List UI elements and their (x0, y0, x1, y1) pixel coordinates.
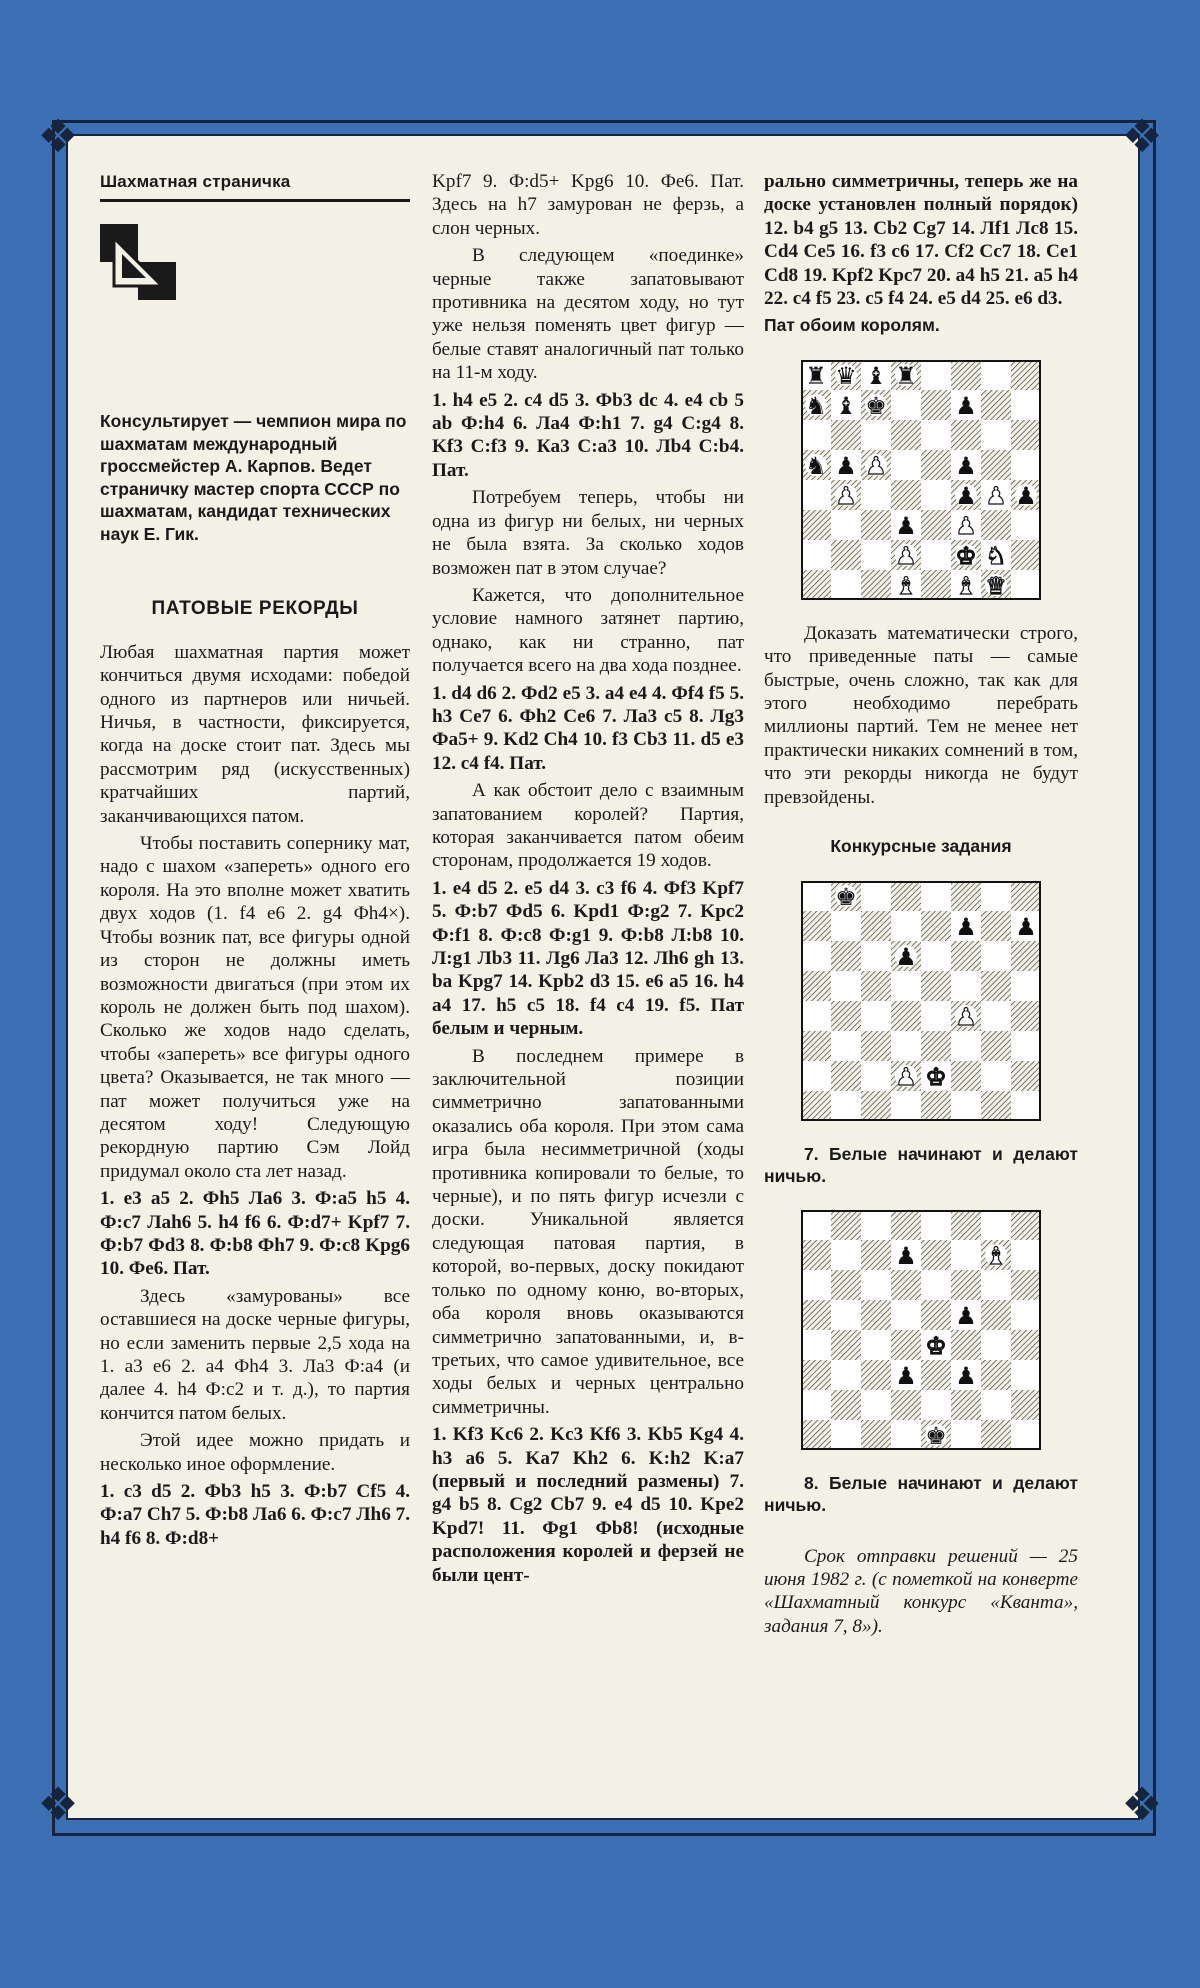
board-square-light (861, 1270, 891, 1300)
board-square-light (831, 911, 861, 941)
board-square-dark (1011, 941, 1041, 971)
column-1 (100, 170, 410, 1554)
corner-ornament-icon: ❖ (37, 1777, 79, 1831)
white-pawn-icon: ♟ (895, 1062, 917, 1091)
consultant-note: Консультирует — чемпион мира по шахматам международный гроссмейстер А. Карпов. Ведет страничку мастер спорта СССР по шахматам, кандидат технических наук Е. Гик. (100, 411, 407, 544)
stalemate-caption: Пат обоим королям. (764, 315, 940, 336)
paragraph-moves: 1. e4 d5 2. e5 d4 3. c3 f6 4. Фf3 Kpf7 5. Ф:b7 Фd5 6. Kpd1 Ф:g2 7. Kpc2 Ф:f1 8. Ф:c8 Ф:g1 9. Ф:b8 Л:b8 10. Л:g1 Лb3 11. Лg6 Ла3 12. Лh6 gh 13. ba Kpg7 14. Kpb2 d3 15. e6 a5 16. h4 a4 17. h5 c5 18. f4 c4 19. f5. Пат белым и черным. (432, 877, 744, 1040)
board-square-light (921, 480, 951, 510)
board-square-dark (921, 450, 951, 480)
board-square-dark (891, 1001, 921, 1031)
black-pawn-icon: ♟ (1015, 912, 1037, 941)
board-square-light (981, 941, 1011, 971)
black-pawn-icon: ♟ (895, 511, 917, 540)
board-square-dark (831, 1270, 861, 1300)
paragraph: Доказать математически строго, что приведенные паты — самые быстрые, очень сложно, так как для этого необходимо перебрать миллионы партий. Тем не менее нет практически никаких сомнений в том, что эти рекорды никогда не будут превзойдены. (764, 622, 1078, 808)
paragraph-moves: 1. Kf3 Kc6 2. Kc3 Kf6 3. Kb5 Kg4 4. h3 a6 5. Ka7 Kh2 6. K:h2 K:a7 (первый и последний размены) 7. g4 b5 8. Cg2 Cb7 9. e4 d5 10. Kpe2 Kpd7! 11. Фg1 Фb8! (исходные расположения королей и ферзей не были цент- (432, 1424, 744, 1586)
white-pawn-icon: ♟ (955, 511, 977, 540)
board-square-dark (861, 1091, 891, 1121)
white-bishop-icon: ♝ (955, 571, 977, 600)
board-square-light (891, 1091, 921, 1121)
black-pawn-icon: ♟ (835, 451, 857, 480)
board-square-light (951, 1240, 981, 1270)
board-square-dark (831, 1210, 861, 1240)
paragraph-moves: 1. d4 d6 2. Фd2 e5 3. a4 e4 4. Фf4 f5 5. h3 Ce7 6. Фh2 Ce6 7. Ла3 c5 8. Лg3 Фa5+ 9. Kd2 Ch4 10. f3 Cb3 11. d5 e3 12. c4 f4. Пат. (432, 682, 744, 774)
board-square-dark (1011, 360, 1041, 390)
board-square-dark (831, 540, 861, 570)
black-pawn-icon: ♟ (955, 481, 977, 510)
board-square-dark (921, 911, 951, 941)
paragraph: Этой идее можно придать и несколько иное оформление. (100, 1430, 410, 1475)
board-square-light (831, 1031, 861, 1061)
white-king-icon: ♚ (955, 541, 977, 570)
board-square-dark (831, 1330, 861, 1360)
board-square-light (921, 941, 951, 971)
board-square-dark (831, 1001, 861, 1031)
black-king-icon: ♚ (865, 391, 887, 420)
task-8-caption: 8. Белые начинают и делают ничью. (764, 1472, 1078, 1515)
board-square-light (861, 1061, 891, 1091)
chess-board-task-7 (801, 881, 1041, 1121)
board-square-light (891, 1031, 921, 1061)
paragraph: В следующем «поединке» черные также запатовывают противника на десятом ходу, но тут уже нельзя поменять цвет фигур — белые ставят аналогичный пат только на 11-м ходу. (432, 245, 744, 384)
board-square-light (801, 1270, 831, 1300)
black-knight-icon: ♞ (805, 451, 827, 480)
paragraph: Чтобы поставить сопернику мат, надо с шахом «запереть» одного его короля. На это вполне может хватить двух ходов (1. f4 e6 2. g4 Фh4×). Чтобы возник пат, все фигуры одной из сторон не должны иметь возможности двигаться (при этом их король не должен быть под шахом). Сколько же ходов надо сделать, чтобы «запереть» все фигуры одного цвета? Оказывается, не так много — пат может получиться уже на десятом ходу! Следующую рекордную партию Сэм Лойд придумал около ста лет назад. (100, 833, 410, 1182)
board-square-dark (801, 911, 831, 941)
white-bishop-icon: ♝ (985, 1241, 1007, 1270)
board-square-dark (1011, 881, 1041, 911)
board-square-light (831, 1300, 861, 1330)
board-square-dark (831, 1390, 861, 1420)
board-square-light (801, 1210, 831, 1240)
task-7-caption: 7. Белые начинают и делают ничью. (764, 1143, 1078, 1186)
board-square-dark (861, 971, 891, 1001)
board-square-dark (981, 1091, 1011, 1121)
corner-ornament-icon: ❖ (1121, 109, 1163, 163)
chess-board-task-8 (801, 1210, 1041, 1450)
board-square-dark (981, 450, 1011, 480)
board-square-light (861, 420, 891, 450)
board-square-light (861, 941, 891, 971)
paragraph: Любая шахматная партия может кончиться двумя исходами: победой одного из партнеров или ничьей. Ничья, в частности, фиксируется, когда на доске стоит пат. Здесь мы рассмотрим ряд (искусственных) кратчайших партий, заканчивающихся патом. (100, 641, 410, 827)
board-square-dark (801, 570, 831, 600)
paragraph: В последнем примере в заключительной позиции симметрично запатованными оказались оба короля. При этом сама игра была несимметричной (ходы противника копировали то белые, то черные), и по пять фигур исчезли с доски. Уникальной является следующая патовая партия, в которой, во-первых, доску покидают только по одному коню, во-вторых, оба короля вновь оказываются симметрично запатованными, и, в-третьих, что самое удивительное, все ходы белых и черных центрально симметричны. (432, 1045, 744, 1418)
board-square-light (981, 1330, 1011, 1360)
paragraph: Кажется, что дополнительное условие намного затянет партию, однако, как ни странно, пат получается всего на два хода позднее. (432, 584, 744, 677)
black-pawn-icon: ♟ (1015, 481, 1037, 510)
board-square-dark (861, 570, 891, 600)
board-square-light (831, 971, 861, 1001)
board-square-dark (891, 1330, 921, 1360)
white-pawn-icon: ♟ (835, 481, 857, 510)
board-square-light (801, 1390, 831, 1420)
corner-ornament-icon: ❖ (1121, 1777, 1163, 1831)
board-square-light (861, 540, 891, 570)
chess-board-stalemate (801, 360, 1041, 600)
board-square-light (801, 420, 831, 450)
paragraph: Здесь «замурованы» все оставшиеся на доске черные фигуры, но если заменить первые 2,5 хода на 1. a3 e6 2. a4 Фh4 3. Ла3 Ф:a4 (и далее 4. h4 Ф:c2 и т. д.), то партия кончится патом белых. (100, 1285, 410, 1424)
board-square-dark (1011, 420, 1041, 450)
board-square-dark (891, 1210, 921, 1240)
board-square-light (981, 881, 1011, 911)
black-pawn-icon: ♟ (955, 912, 977, 941)
board-square-dark (861, 1420, 891, 1450)
white-pawn-icon: ♟ (955, 1002, 977, 1031)
board-square-dark (831, 420, 861, 450)
board-square-light (921, 1210, 951, 1240)
board-square-dark (801, 1360, 831, 1390)
black-pawn-icon: ♟ (895, 1361, 917, 1390)
board-square-light (891, 390, 921, 420)
board-square-dark (951, 1061, 981, 1091)
board-square-light (921, 881, 951, 911)
black-rook-icon: ♜ (895, 361, 917, 390)
board-square-light (921, 420, 951, 450)
black-pawn-icon: ♟ (955, 1361, 977, 1390)
article-title: ПАТОВЫЕ РЕКОРДЫ (151, 598, 359, 620)
board-square-light (801, 941, 831, 971)
board-square-light (921, 1001, 951, 1031)
board-square-dark (951, 360, 981, 390)
board-square-light (891, 971, 921, 1001)
board-square-light (1011, 390, 1041, 420)
board-square-dark (861, 1300, 891, 1330)
board-square-dark (891, 480, 921, 510)
board-square-light (1011, 1420, 1041, 1450)
black-pawn-icon: ♟ (895, 942, 917, 971)
board-wrap (764, 360, 1078, 600)
paragraph-moves: 1. c3 d5 2. Фb3 h5 3. Ф:b7 Cf5 4. Ф:a7 Ch7 5. Ф:b8 Ла6 6. Ф:c7 Лh6 7. h4 f6 8. Ф:d8+ (100, 1481, 410, 1549)
deadline-note: Срок отправки решений — 25 июня 1982 г. (с пометкой на конверте «Шахматный конкурс «Кванта», задания 7, 8»). (764, 1545, 1078, 1637)
paragraph: Потребуем теперь, чтобы ни одна из фигур ни белых, ни черных не была взята. За сколько ходов возможен пат в этом случае? (432, 487, 744, 579)
board-square-dark (921, 1240, 951, 1270)
board-square-light (861, 1330, 891, 1360)
board-square-dark (801, 971, 831, 1001)
section-title: Шахматная страничка (100, 170, 410, 202)
paragraph-moves: 1. h4 e5 2. c4 d5 3. Фb3 dc 4. e4 cb 5 ab Ф:h4 6. Ла4 Ф:h1 7. g4 C:g4 8. Kf3 C:f3 9. Ка3 C:a3 10. Лb4 C:b4. Пат. (432, 389, 744, 481)
contest-title: Конкурсные задания (830, 836, 1012, 857)
black-pawn-icon: ♟ (895, 1241, 917, 1270)
board-square-dark (1011, 1210, 1041, 1240)
board-square-dark (951, 1270, 981, 1300)
board-square-light (861, 1001, 891, 1031)
board-square-dark (861, 911, 891, 941)
black-rook-icon: ♜ (805, 361, 827, 390)
paragraph-moves: 1. e3 a5 2. Фh5 Ла6 3. Ф:a5 h5 4. Ф:c7 Лah6 5. h4 f6 6. Ф:d7+ Kpf7 7. Ф:b7 Фd3 8. Ф:b8 Фh7 9. Ф:c8 Kpg6 10. Фe6. Пат. (100, 1188, 410, 1280)
board-square-dark (1011, 1270, 1041, 1300)
board-square-dark (921, 1300, 951, 1330)
board-square-dark (921, 1360, 951, 1390)
board-square-light (921, 1270, 951, 1300)
board-square-light (891, 1420, 921, 1450)
board-square-dark (921, 570, 951, 600)
board-square-light (861, 480, 891, 510)
board-square-dark (891, 1270, 921, 1300)
board-square-dark (891, 1390, 921, 1420)
board-square-dark (1011, 1001, 1041, 1031)
board-square-light (921, 540, 951, 570)
board-square-dark (921, 1031, 951, 1061)
white-king-icon: ♚ (925, 1062, 947, 1091)
paragraph: Kpf7 9. Ф:d5+ Kpg6 10. Фe6. Пат. Здесь на h7 замурован не ферзь, а слон черных. (432, 171, 744, 239)
black-queen-icon: ♛ (835, 361, 857, 390)
board-square-dark (891, 881, 921, 911)
paragraph-moves: рально симметричны, теперь же на доске установлен полный порядок) 12. b4 g5 13. Cb2 Cg7 14. Лf1 Лc8 15. Cd4 Ce5 16. f3 c6 17. Cf2 Cc7 18. Ce1 Cd8 19. Kpf2 Kpc7 20. a4 h5 21. a5 h4 22. c4 f5 23. c5 f4 24. e5 d4 25. e6 d3. (764, 171, 1078, 310)
board-square-light (951, 1091, 981, 1121)
board-square-dark (981, 1360, 1011, 1390)
board-square-light (831, 1360, 861, 1390)
column-1-body (100, 641, 410, 1550)
board-square-dark (921, 1091, 951, 1121)
white-king-icon: ♚ (925, 1331, 947, 1360)
board-square-light (801, 881, 831, 911)
board-square-dark (1011, 1330, 1041, 1360)
board-square-light (891, 911, 921, 941)
chess-logo-icon (100, 224, 176, 300)
board-square-dark (891, 420, 921, 450)
board-square-light (1011, 450, 1041, 480)
board-square-dark (861, 510, 891, 540)
white-bishop-icon: ♝ (895, 571, 917, 600)
board-square-dark (801, 510, 831, 540)
board-square-dark (951, 1210, 981, 1240)
board-square-light (801, 1001, 831, 1031)
white-pawn-icon: ♟ (895, 541, 917, 570)
board-square-dark (921, 510, 951, 540)
board-square-light (1011, 510, 1041, 540)
board-square-dark (951, 881, 981, 911)
board-square-light (801, 1330, 831, 1360)
black-pawn-icon: ♟ (955, 391, 977, 420)
board-square-light (981, 1001, 1011, 1031)
board-square-light (981, 1061, 1011, 1091)
board-square-dark (951, 1390, 981, 1420)
board-square-dark (1011, 1390, 1041, 1420)
board-square-light (981, 420, 1011, 450)
board-square-light (801, 540, 831, 570)
board-square-light (1011, 971, 1041, 1001)
board-square-dark (981, 1031, 1011, 1061)
board-square-light (831, 570, 861, 600)
black-bishop-icon: ♝ (865, 361, 887, 390)
board-square-dark (801, 1031, 831, 1061)
black-pawn-icon: ♟ (955, 1301, 977, 1330)
board-square-dark (831, 941, 861, 971)
board-square-dark (951, 1330, 981, 1360)
board-square-light (981, 1270, 1011, 1300)
paragraph: А как обстоит дело с взаимным запатованием королей? Партия, которая заканчивается патом обеим сторонам, продолжается 19 ходов. (432, 780, 744, 872)
board-square-light (831, 510, 861, 540)
board-square-dark (981, 1300, 1011, 1330)
board-square-dark (921, 390, 951, 420)
board-square-light (951, 1420, 981, 1450)
white-pawn-icon: ♟ (985, 481, 1007, 510)
board-square-dark (981, 510, 1011, 540)
board-square-dark (921, 971, 951, 1001)
board-square-light (921, 360, 951, 390)
column-3 (764, 170, 1078, 1642)
column-2 (432, 170, 744, 1591)
black-knight-icon: ♞ (805, 391, 827, 420)
board-square-light (1011, 570, 1041, 600)
board-square-light (921, 1390, 951, 1420)
board-square-light (1011, 1300, 1041, 1330)
board-wrap (764, 881, 1078, 1121)
board-square-light (981, 360, 1011, 390)
board-square-dark (801, 1420, 831, 1450)
board-square-dark (861, 1240, 891, 1270)
board-square-light (981, 1390, 1011, 1420)
black-pawn-icon: ♟ (955, 451, 977, 480)
board-square-dark (981, 1420, 1011, 1450)
board-square-dark (981, 971, 1011, 1001)
board-square-light (1011, 1091, 1041, 1121)
board-square-dark (951, 941, 981, 971)
board-square-light (1011, 1240, 1041, 1270)
board-square-light (801, 1061, 831, 1091)
board-square-dark (801, 1300, 831, 1330)
board-square-light (861, 1390, 891, 1420)
board-square-light (981, 1210, 1011, 1240)
board-square-light (1011, 1031, 1041, 1061)
board-square-light (831, 1240, 861, 1270)
board-square-dark (1011, 1061, 1041, 1091)
board-square-light (891, 1300, 921, 1330)
board-square-dark (801, 1091, 831, 1121)
board-square-dark (981, 390, 1011, 420)
board-square-light (861, 881, 891, 911)
column-2-body (432, 170, 744, 1587)
board-square-light (831, 1420, 861, 1450)
white-queen-icon: ♛ (985, 571, 1007, 600)
board-square-light (861, 1210, 891, 1240)
corner-ornament-icon: ❖ (37, 109, 79, 163)
black-king-icon: ♚ (925, 1421, 947, 1450)
board-square-dark (861, 1031, 891, 1061)
board-square-dark (861, 1360, 891, 1390)
black-bishop-icon: ♝ (835, 391, 857, 420)
board-square-light (801, 480, 831, 510)
board-square-dark (801, 1240, 831, 1270)
black-king-icon: ♚ (835, 882, 857, 911)
white-knight-icon: ♞ (985, 541, 1007, 570)
board-square-light (1011, 1360, 1041, 1390)
board-square-light (951, 971, 981, 1001)
board-square-dark (831, 1061, 861, 1091)
board-square-light (891, 450, 921, 480)
board-square-dark (951, 420, 981, 450)
board-square-dark (1011, 540, 1041, 570)
board-wrap (764, 1210, 1078, 1450)
white-pawn-icon: ♟ (865, 451, 887, 480)
board-square-light (951, 1031, 981, 1061)
board-square-light (831, 1091, 861, 1121)
board-square-dark (981, 911, 1011, 941)
